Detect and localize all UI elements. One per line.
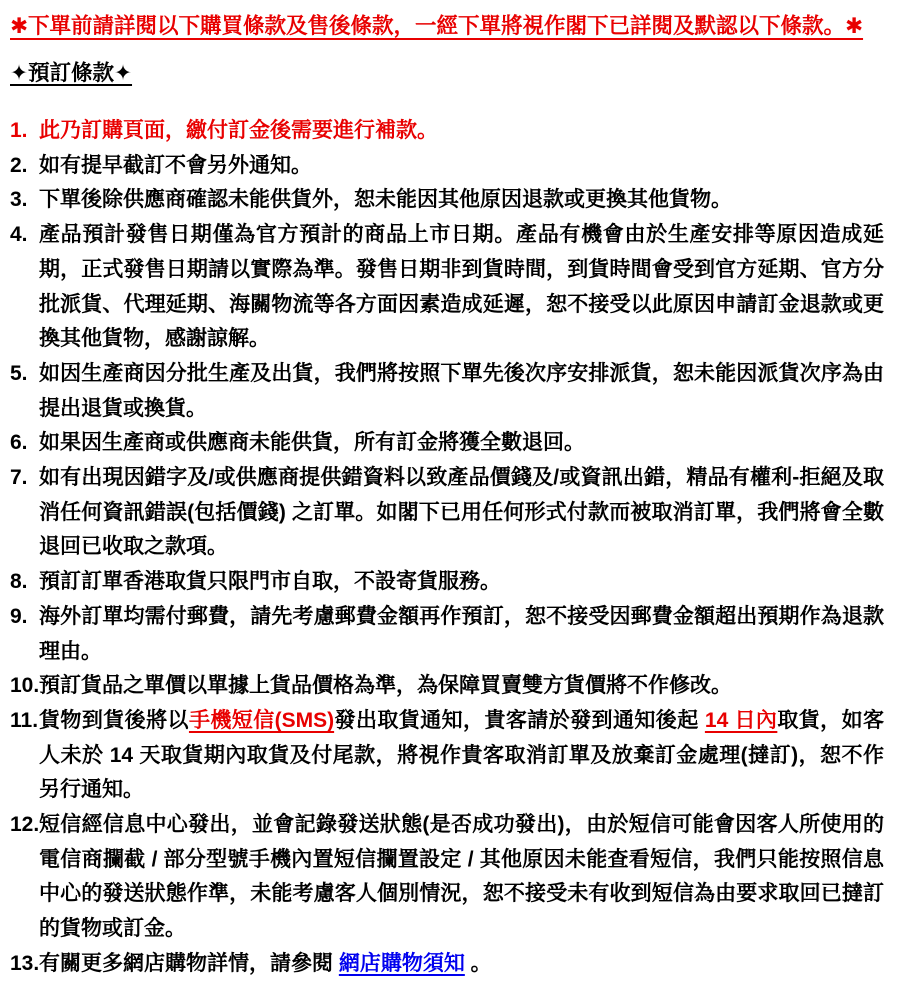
term-item-9 (10, 600, 884, 669)
term-item-1 (10, 114, 884, 149)
term-item-12 (10, 808, 884, 947)
term-number: 2. (10, 153, 28, 177)
term-number: 1. (10, 119, 28, 142)
term-text-pre: 有關更多網店購物詳情，請參閱 (39, 951, 339, 975)
notice-title: ✱下單前請詳閱以下購買條款及售後條款，一經下單將視作閣下已詳閱及默認以下條款。✱ (10, 14, 864, 38)
term-number: 9. (10, 604, 28, 628)
term-item-6 (10, 426, 884, 461)
term-text: 此乃訂購頁面，繳付訂金後需要進行補款。 (39, 119, 438, 142)
term-item-13 (10, 947, 884, 982)
term-text-pre: 貨物到貨後將以 (39, 708, 189, 732)
term-item-5 (10, 357, 884, 426)
store-shopping-notice-link[interactable]: 網店購物須知 (338, 951, 465, 975)
pickup-deadline-highlight: 14 日內 (704, 708, 778, 732)
term-number: 5. (10, 361, 28, 385)
term-text-post: 。 (464, 951, 492, 975)
term-item-8 (10, 565, 884, 600)
sms-notice-highlight: 手機短信(SMS) (188, 708, 335, 732)
term-text: 海外訂單均需付郵費，請先考慮郵費金額再作預訂，恕不接受因郵費金額超出預期作為退款理由。 (39, 604, 884, 663)
term-number: 8. (10, 570, 28, 594)
term-text-post: 取貨，如客人未於 14 天取貨期內取貨及付尾款，將視作貴客取消訂單及放棄訂金處理(撻訂)，恕不作另行通知。 (39, 708, 885, 802)
term-item-4 (10, 218, 884, 357)
term-text: 預訂貨品之單價以單據上貨品價格為準，為保障買賣雙方貨價將不作修改。 (39, 674, 732, 698)
term-item-7 (10, 461, 884, 565)
term-number: 13. (10, 951, 40, 975)
term-text: 如有出現因錯字及/或供應商提供錯資料以致產品價錢及/或資訊出錯，精品有權利-拒絕及取消任何資訊錯誤(包括價錢) 之訂單。如閣下已用任何形式付款而被取消訂單，我們將會全數退回已收取之款項。 (39, 466, 884, 559)
term-item-11 (10, 704, 884, 808)
section-title: ✦預訂條款✦ (10, 61, 133, 85)
term-number: 11. (10, 708, 39, 732)
term-item-3 (10, 183, 884, 218)
term-text: 短信經信息中心發出，並會記錄發送狀態(是否成功發出)，由於短信可能會因客人所使用的電信商攔截 / 部分型號手機內置短信攔置設定 / 其他原因未能查看短信，我們只能按照信息中心的發送狀態作準，未能考慮客人個別情況，恕不接受未有收到短信為由要求取回已撻訂的貨物或訂金。 (39, 813, 884, 941)
term-text: 下單後除供應商確認未能供貨外，恕未能因其他原因退款或更換其他貨物。 (39, 188, 732, 212)
term-text: 如果因生產商或供應商未能供貨，所有訂金將獲全數退回。 (39, 431, 585, 455)
term-number: 3. (10, 188, 28, 212)
term-number: 10. (10, 674, 40, 698)
terms-list (10, 114, 884, 982)
term-text: 產品預計發售日期僅為官方預計的商品上市日期。產品有機會由於生產安排等原因造成延期，正式發售日期請以實際為準。發售日期非到貨時間，到貨時間會受到官方延期、官方分批派貨、代理延期、海關物流等各方面因素造成延遲，恕不接受以此原因申請訂金退款或更換其他貨物，感謝諒解。 (39, 223, 884, 351)
term-text: 預訂訂單香港取貨只限門市自取，不設寄貨服務。 (39, 570, 501, 594)
term-item-2 (10, 149, 884, 184)
term-number: 12. (10, 813, 40, 837)
term-text: 如因生產商因分批生產及出貨，我們將按照下單先後次序安排派貨，恕未能因派貨次序為由提出退貨或換貨。 (39, 361, 884, 420)
term-number: 6. (10, 431, 28, 455)
term-text-mid: 發出取貨通知，貴客請於發到通知後起 (334, 708, 705, 732)
term-number: 7. (10, 466, 28, 490)
term-item-10 (10, 669, 884, 704)
term-text: 如有提早截訂不會另外通知。 (39, 153, 312, 177)
term-number: 4. (10, 223, 28, 247)
